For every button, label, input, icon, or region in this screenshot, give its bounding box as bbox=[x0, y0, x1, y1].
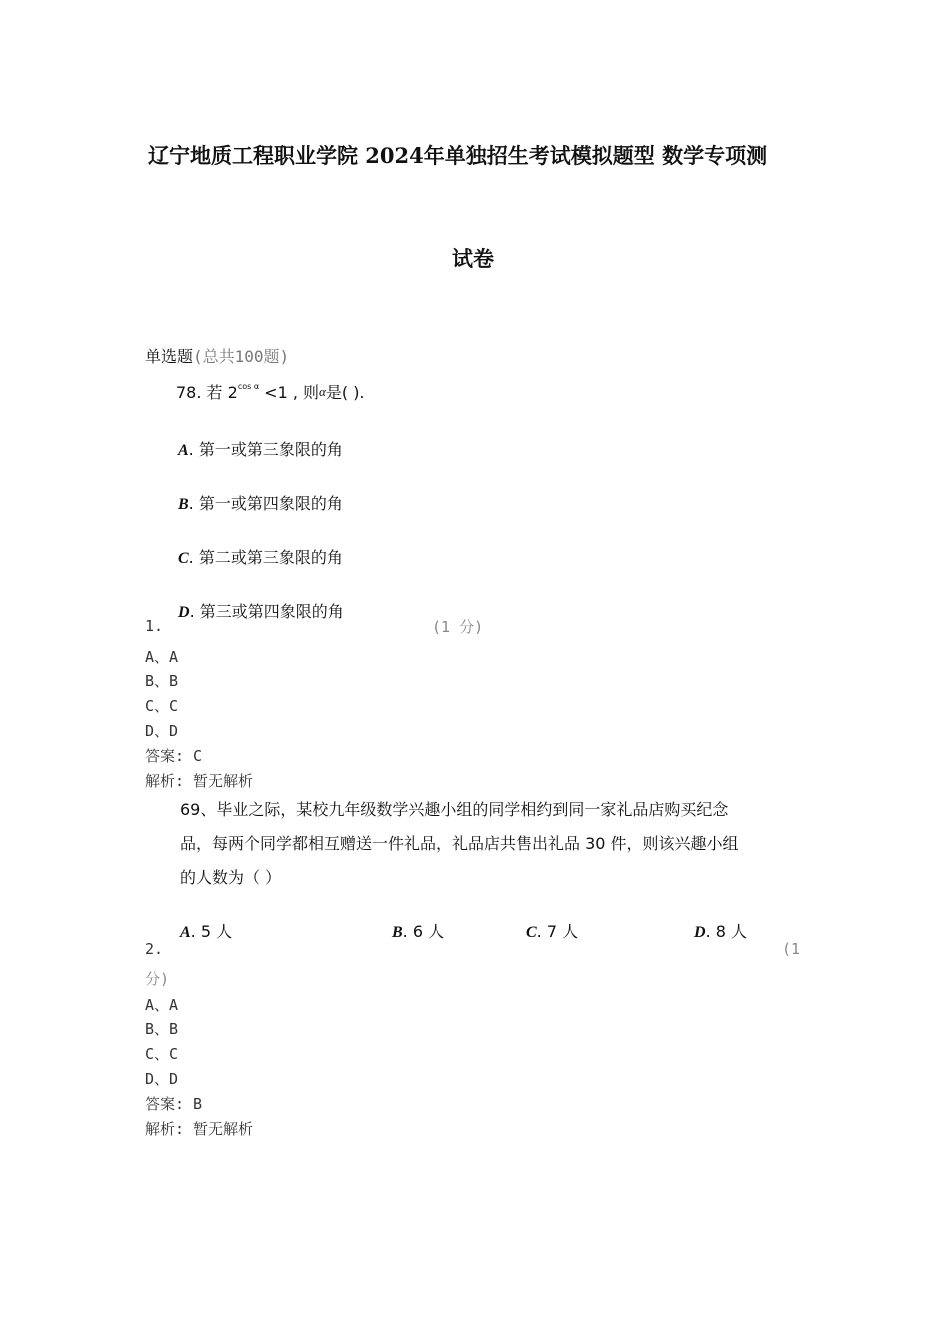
section-label: 单选题 bbox=[145, 347, 194, 366]
q1-option-a-letter: A bbox=[178, 442, 189, 459]
q2-option-d-letter: D bbox=[694, 924, 706, 941]
q1-choice-c[interactable]: C、C bbox=[145, 697, 179, 715]
q2-option-d-text: . 8 人 bbox=[705, 922, 748, 941]
q2-option-b bbox=[392, 919, 444, 942]
q1-option-b-text: . 第一或第四象限的角 bbox=[188, 494, 343, 513]
q1-option-c-text: . 第二或第三象限的角 bbox=[188, 548, 343, 567]
q1-option-c bbox=[178, 545, 343, 568]
q1-score: (1 分) bbox=[432, 618, 484, 636]
q1-option-a bbox=[178, 437, 343, 460]
q1-choice-a[interactable]: A、A bbox=[145, 648, 179, 666]
q2-answer: 答案: B bbox=[145, 1095, 203, 1113]
q2-analysis: 解析: 暂无解析 bbox=[145, 1120, 254, 1138]
q1-option-b bbox=[178, 491, 343, 514]
q2-option-c-letter: C bbox=[526, 924, 537, 941]
section-heading bbox=[145, 344, 289, 367]
q1-answer: 答案: C bbox=[145, 747, 203, 765]
q2-stem-line1: 69、毕业之际，某校九年级数学兴趣小组的同学相约到同一家礼品店购买纪念 bbox=[180, 800, 729, 819]
q1-option-d bbox=[178, 599, 344, 622]
q1-stem-mid: <1 , 则 bbox=[259, 383, 320, 402]
q2-choice-b[interactable]: B、B bbox=[145, 1020, 179, 1038]
q2-option-b-letter: B bbox=[392, 924, 403, 941]
q2-choice-a[interactable]: A、A bbox=[145, 996, 179, 1014]
q1-option-d-text: . 第三或第四象限的角 bbox=[189, 602, 344, 621]
q2-option-a-text: . 5 人 bbox=[190, 922, 233, 941]
q2-score-part2: 分) bbox=[145, 970, 170, 988]
page-title-line1: 辽宁地质工程职业学院 2024年单独招生考试模拟题型 数学专项测 bbox=[148, 143, 768, 168]
q1-option-a-text: . 第一或第三象限的角 bbox=[188, 440, 343, 459]
q2-option-d bbox=[694, 919, 747, 942]
q1-option-b-letter: B bbox=[178, 496, 189, 513]
q1-option-c-letter: C bbox=[178, 550, 189, 567]
section-count: (总共100题) bbox=[193, 347, 290, 366]
q1-choice-b[interactable]: B、B bbox=[145, 672, 179, 690]
q2-option-c bbox=[526, 919, 578, 942]
q1-stem-prefix: 78. 若 2 bbox=[176, 383, 238, 402]
q1-stem-suffix: 是( ). bbox=[325, 383, 365, 402]
q2-option-a bbox=[180, 919, 232, 942]
page-title-line2: 试卷 bbox=[452, 246, 494, 271]
q2-option-c-text: . 7 人 bbox=[536, 922, 579, 941]
question-1-stem bbox=[176, 380, 365, 403]
q2-option-a-letter: A bbox=[180, 924, 191, 941]
q2-option-b-text: . 6 人 bbox=[402, 922, 445, 941]
q1-option-d-letter: D bbox=[178, 604, 190, 621]
q1-stem-exponent: cos α bbox=[237, 382, 260, 391]
q2-stem-line3: 的人数为（ ） bbox=[180, 868, 282, 887]
q2-score-part1: (1 bbox=[782, 940, 801, 958]
q2-stem-line2: 品，每两个同学都相互赠送一件礼品，礼品店共售出礼品 30 件，则该兴趣小组 bbox=[180, 834, 739, 853]
q2-choice-d[interactable]: D、D bbox=[145, 1070, 179, 1088]
q1-analysis: 解析: 暂无解析 bbox=[145, 772, 254, 790]
q1-choice-d[interactable]: D、D bbox=[145, 722, 179, 740]
q1-number: 1. bbox=[145, 617, 164, 635]
q2-number: 2. bbox=[145, 940, 164, 958]
q2-choice-c[interactable]: C、C bbox=[145, 1045, 179, 1063]
q1-stem-var: α bbox=[319, 384, 326, 399]
